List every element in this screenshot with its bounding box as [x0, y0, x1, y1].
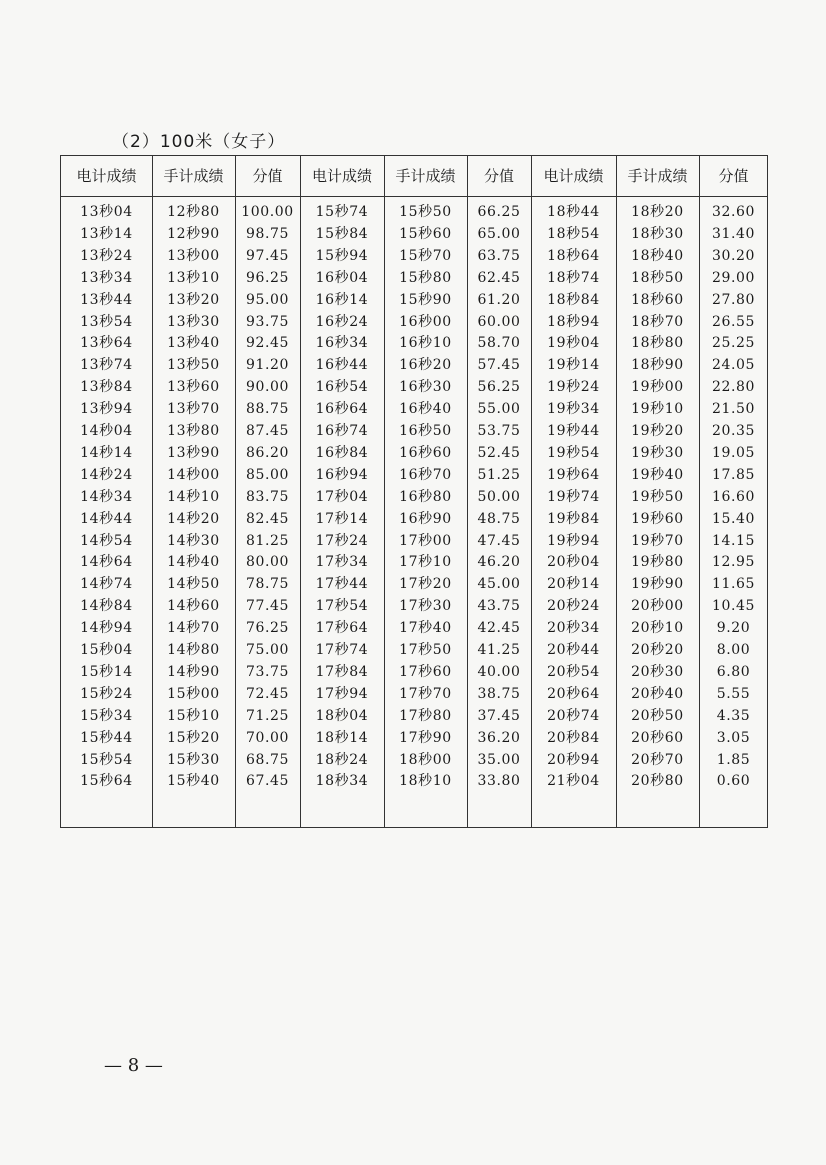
table-cell: 18秒24 — [315, 751, 369, 768]
table-cell: 13秒54 — [80, 313, 133, 330]
table-cell: 20秒60 — [631, 729, 684, 746]
table-cell: 65.00 — [477, 225, 521, 242]
table-cell: 13秒60 — [167, 379, 220, 396]
table-cell: 27.80 — [711, 291, 756, 308]
table-cell: 53.75 — [477, 423, 521, 439]
table-cell: 16秒34 — [315, 335, 369, 352]
table-cell: 17秒60 — [399, 663, 452, 680]
table-cell: 6.80 — [716, 663, 751, 680]
column-header: 电计成绩 — [76, 167, 137, 185]
table-cell: 13秒94 — [80, 401, 133, 418]
table-cell: 40.00 — [477, 663, 521, 680]
table-cell: 15秒54 — [80, 751, 133, 768]
table-cell: 76.25 — [245, 620, 290, 637]
table-cell: 20.35 — [711, 423, 756, 439]
table-cell: 35.00 — [477, 751, 521, 768]
table-cell: 56.25 — [477, 379, 521, 396]
table-cell: 13秒24 — [80, 247, 133, 264]
table-cell: 13秒00 — [167, 247, 220, 264]
table-cell: 37.45 — [477, 707, 521, 724]
table-cell: 16秒14 — [315, 291, 369, 308]
column-header: 手计成绩 — [163, 167, 224, 185]
table-cell: 77.45 — [245, 598, 290, 615]
table-cell: 36.20 — [477, 729, 521, 746]
table-cell: 87.45 — [245, 423, 290, 439]
column-header: 电计成绩 — [543, 167, 604, 185]
score-table — [60, 155, 768, 828]
table-cell: 19秒14 — [547, 357, 600, 374]
table-cell: 17秒90 — [399, 729, 452, 746]
table-cell: 14秒94 — [80, 620, 133, 637]
table-cell: 17秒10 — [399, 554, 452, 571]
table-cell: 50.00 — [477, 488, 521, 505]
table-cell: 24.05 — [711, 357, 756, 374]
table-cell: 4.35 — [716, 707, 751, 724]
table-cell: 15秒60 — [399, 225, 452, 242]
table-cell: 16秒94 — [315, 466, 369, 483]
table-cell: 20秒00 — [631, 598, 684, 615]
table-cell: 17.85 — [711, 466, 756, 483]
table-cell: 63.75 — [477, 247, 521, 264]
table-cell: 15秒14 — [80, 663, 133, 680]
table-cell: 12秒90 — [167, 225, 220, 242]
table-cell: 15.40 — [711, 510, 756, 527]
table-cell: 15秒94 — [315, 247, 369, 264]
table-cell: 16秒40 — [399, 401, 452, 418]
table-cell: 17秒84 — [315, 663, 369, 680]
table-cell: 18秒94 — [547, 313, 600, 330]
table-cell: 16秒24 — [315, 313, 369, 330]
table-cell: 14秒30 — [167, 532, 220, 549]
table-cell: 20秒80 — [631, 773, 684, 790]
table-cell: 85.00 — [245, 466, 290, 483]
table-cell: 13秒64 — [80, 335, 133, 352]
table-cell: 5.55 — [716, 685, 751, 702]
table-cell: 3.05 — [716, 729, 751, 746]
table-cell: 1.85 — [716, 751, 751, 768]
table-cell: 15秒90 — [399, 291, 452, 308]
table-cell: 20秒94 — [547, 751, 600, 768]
table-cell: 67.45 — [245, 773, 290, 790]
table-cell: 20秒44 — [547, 642, 600, 658]
table-cell: 15秒04 — [80, 642, 133, 658]
table-cell: 18秒40 — [631, 247, 684, 264]
table-cell: 15秒64 — [80, 773, 133, 790]
table-cell: 19秒00 — [631, 379, 684, 396]
table-cell: 14秒90 — [167, 663, 220, 680]
table-cell: 42.45 — [477, 620, 521, 637]
table-cell: 18秒84 — [547, 291, 600, 308]
table-cell: 16秒00 — [399, 313, 452, 330]
table-cell: 13秒70 — [167, 401, 220, 418]
table-cell: 19秒94 — [547, 532, 600, 549]
table-cell: 16秒64 — [315, 401, 369, 418]
table-cell: 17秒04 — [315, 488, 369, 505]
table-cell: 10.45 — [711, 598, 756, 615]
column-header: 分值 — [718, 167, 749, 185]
table-cell: 15秒00 — [167, 685, 220, 702]
table-cell: 17秒74 — [315, 642, 369, 658]
table-cell: 0.60 — [716, 773, 751, 790]
table-cell: 20秒70 — [631, 751, 684, 768]
table-cell: 20秒34 — [547, 620, 600, 637]
table-cell: 13秒90 — [167, 444, 220, 461]
table-cell: 13秒10 — [167, 269, 220, 286]
table-cell: 17秒34 — [315, 554, 369, 571]
table-cell: 41.25 — [477, 642, 521, 658]
table-cell: 70.00 — [245, 729, 290, 746]
table-cell: 19秒40 — [631, 466, 684, 483]
table-cell: 32.60 — [711, 204, 756, 220]
table-cell: 16秒50 — [399, 423, 452, 439]
table-cell: 58.70 — [477, 335, 521, 352]
table-cell: 15秒34 — [80, 707, 133, 724]
table-cell: 14秒80 — [167, 642, 220, 658]
table-cell: 15秒20 — [167, 729, 220, 746]
table-cell: 17秒64 — [315, 620, 369, 637]
table-cell: 14.15 — [711, 532, 756, 549]
table-cell: 51.25 — [477, 466, 521, 483]
table-cell: 38.75 — [477, 685, 521, 702]
table-cell: 15秒50 — [399, 204, 452, 220]
table-cell: 19秒54 — [547, 444, 600, 461]
table-cell: 15秒84 — [315, 225, 369, 242]
table-cell: 14秒84 — [80, 598, 133, 615]
table-cell: 33.80 — [477, 773, 521, 790]
table-cell: 19秒64 — [547, 466, 600, 483]
table-cell: 18秒20 — [631, 204, 684, 220]
table-cell: 83.75 — [245, 488, 290, 505]
table-cell: 96.25 — [245, 269, 290, 286]
table-cell: 15秒70 — [399, 247, 452, 264]
column-header: 电计成绩 — [311, 167, 372, 185]
table-cell: 19秒44 — [547, 423, 600, 439]
table-cell: 19秒04 — [547, 335, 600, 352]
table-cell: 16秒60 — [399, 444, 452, 461]
table-cell: 14秒04 — [80, 423, 133, 439]
table-cell: 86.20 — [245, 444, 290, 461]
table-cell: 20秒10 — [631, 620, 684, 637]
table-cell: 16秒70 — [399, 466, 452, 483]
table-cell: 18秒90 — [631, 357, 684, 374]
table-cell: 19秒34 — [547, 401, 600, 418]
table-cell: 20秒54 — [547, 663, 600, 680]
table-cell: 19秒70 — [631, 532, 684, 549]
table-cell: 90.00 — [245, 379, 290, 396]
table-cell: 15秒24 — [80, 685, 133, 702]
table-cell: 30.20 — [711, 247, 756, 264]
table-cell: 43.75 — [477, 598, 521, 615]
table-cell: 19秒10 — [631, 401, 684, 418]
table-cell: 13秒84 — [80, 379, 133, 396]
table-cell: 21秒04 — [547, 773, 600, 790]
table-cell: 16秒20 — [399, 357, 452, 374]
table-cell: 62.45 — [477, 269, 521, 286]
table-cell: 14秒14 — [80, 444, 133, 461]
table-cell: 19秒24 — [547, 379, 600, 396]
table-cell: 12秒80 — [167, 204, 220, 220]
table-cell: 13秒20 — [167, 291, 220, 308]
table-cell: 17秒50 — [399, 642, 452, 658]
table-cell: 73.75 — [245, 663, 290, 680]
table-cell: 14秒20 — [167, 510, 220, 527]
table-cell: 14秒10 — [167, 488, 220, 505]
table-cell: 17秒20 — [399, 576, 452, 593]
table-cell: 20秒50 — [631, 707, 684, 724]
table-cell: 18秒04 — [315, 707, 369, 724]
table-cell: 18秒30 — [631, 225, 684, 242]
table-cell: 19秒84 — [547, 510, 600, 527]
table-cell: 18秒00 — [399, 751, 452, 768]
table-cell: 18秒64 — [547, 247, 600, 264]
table-cell: 18秒50 — [631, 269, 684, 286]
table-cell: 80.00 — [245, 554, 290, 571]
table-cell: 14秒44 — [80, 510, 133, 527]
table-cell: 82.45 — [245, 510, 290, 527]
table-cell: 75.00 — [245, 642, 290, 658]
table-cell: 52.45 — [477, 444, 521, 461]
table-cell: 17秒54 — [315, 598, 369, 615]
table-cell: 91.20 — [245, 357, 290, 374]
column-header: 手计成绩 — [395, 167, 456, 185]
table-cell: 19秒74 — [547, 488, 600, 505]
table-cell: 18秒14 — [315, 729, 369, 746]
table-cell: 17秒44 — [315, 576, 369, 593]
table-cell: 14秒54 — [80, 532, 133, 549]
table-cell: 31.40 — [711, 225, 756, 242]
table-cell: 19秒90 — [631, 576, 684, 593]
table-cell: 20秒74 — [547, 707, 600, 724]
table-cell: 66.25 — [477, 204, 521, 220]
table-cell: 97.45 — [245, 247, 290, 264]
table-cell: 14秒60 — [167, 598, 220, 615]
table-cell: 16秒10 — [399, 335, 452, 352]
table-cell: 19秒20 — [631, 423, 684, 439]
table-cell: 8.00 — [716, 642, 751, 658]
table-cell: 61.20 — [477, 291, 521, 308]
table-cell: 18秒54 — [547, 225, 600, 242]
table-cell: 16.60 — [711, 488, 756, 505]
table-cell: 45.00 — [477, 576, 521, 593]
table-cell: 16秒74 — [315, 423, 369, 439]
table-cell: 14秒64 — [80, 554, 133, 571]
table-cell: 20秒04 — [547, 554, 600, 571]
table-cell: 11.65 — [711, 576, 756, 593]
table-cell: 18秒34 — [315, 773, 369, 790]
section-heading: （2）100米（女子） — [112, 132, 286, 152]
table-cell: 12.95 — [711, 554, 756, 571]
table-cell: 19秒60 — [631, 510, 684, 527]
table-cell: 21.50 — [711, 401, 756, 418]
table-cell: 18秒70 — [631, 313, 684, 330]
table-cell: 15秒80 — [399, 269, 452, 286]
table-cell: 93.75 — [245, 313, 290, 330]
table-cell: 55.00 — [477, 401, 521, 418]
table-cell: 13秒14 — [80, 225, 133, 242]
table-cell: 88.75 — [245, 401, 290, 418]
table-cell: 19秒80 — [631, 554, 684, 571]
table-cell: 17秒24 — [315, 532, 369, 549]
table-cell: 20秒24 — [547, 598, 600, 615]
table-cell: 92.45 — [245, 335, 290, 352]
table-cell: 14秒50 — [167, 576, 220, 593]
table-cell: 16秒04 — [315, 269, 369, 286]
table-cell: 15秒74 — [315, 204, 369, 220]
table-cell: 20秒40 — [631, 685, 684, 702]
table-cell: 78.75 — [245, 576, 290, 593]
table-cell: 18秒60 — [631, 291, 684, 308]
table-cell: 19秒30 — [631, 444, 684, 461]
table-cell: 22.80 — [711, 379, 756, 396]
table-cell: 16秒44 — [315, 357, 369, 374]
table-cell: 29.00 — [711, 269, 756, 286]
table-cell: 20秒20 — [631, 642, 684, 658]
table-cell: 13秒04 — [80, 204, 133, 220]
table-cell: 17秒40 — [399, 620, 452, 637]
table-cell: 71.25 — [245, 707, 290, 724]
table-cell: 13秒80 — [167, 423, 220, 439]
table-cell: 17秒80 — [399, 707, 452, 724]
table-cell: 95.00 — [245, 291, 290, 308]
table-cell: 20秒84 — [547, 729, 600, 746]
table-cell: 13秒40 — [167, 335, 220, 352]
table-cell: 20秒14 — [547, 576, 600, 593]
table-cell: 18秒10 — [399, 773, 452, 790]
table-cell: 48.75 — [477, 510, 521, 527]
table-cell: 17秒70 — [399, 685, 452, 702]
table-cell: 25.25 — [711, 335, 756, 352]
table-cell: 17秒30 — [399, 598, 452, 615]
table-cell: 18秒74 — [547, 269, 600, 286]
column-header: 分值 — [252, 167, 283, 185]
table-cell: 13秒74 — [80, 357, 133, 374]
table-cell: 72.45 — [245, 685, 290, 702]
table-cell: 17秒14 — [315, 510, 369, 527]
column-header: 分值 — [483, 167, 514, 185]
table-cell: 15秒10 — [167, 707, 220, 724]
table-cell: 15秒44 — [80, 729, 133, 746]
table-cell: 16秒30 — [399, 379, 452, 396]
table-cell: 16秒54 — [315, 379, 369, 396]
table-cell: 14秒40 — [167, 554, 220, 571]
table-cell: 20秒64 — [547, 685, 600, 702]
table-cell: 98.75 — [245, 225, 290, 242]
table-cell: 17秒00 — [399, 532, 452, 549]
table-cell: 14秒74 — [80, 576, 133, 593]
table-cell: 20秒30 — [631, 663, 684, 680]
table-cell: 19.05 — [711, 444, 756, 461]
table-cell: 16秒80 — [399, 488, 452, 505]
table-cell: 46.20 — [477, 554, 521, 571]
table-cell: 14秒24 — [80, 466, 133, 483]
table-cell: 14秒70 — [167, 620, 220, 637]
table-cell: 9.20 — [716, 620, 751, 637]
column-header: 手计成绩 — [627, 167, 688, 185]
table-cell: 16秒84 — [315, 444, 369, 461]
table-cell: 13秒50 — [167, 357, 220, 374]
table-cell: 18秒44 — [547, 204, 600, 220]
table-cell: 68.75 — [245, 751, 290, 768]
table-cell: 13秒34 — [80, 269, 133, 286]
table-cell: 13秒30 — [167, 313, 220, 330]
table-cell: 15秒30 — [167, 751, 220, 768]
page-number: — 8 — — [104, 1055, 163, 1076]
table-cell: 13秒44 — [80, 291, 133, 308]
table-cell: 60.00 — [477, 313, 521, 330]
table-cell: 57.45 — [477, 357, 521, 374]
table-cell: 18秒80 — [631, 335, 684, 352]
table-cell: 26.55 — [711, 313, 756, 330]
table-cell: 100.00 — [241, 204, 294, 220]
table-cell: 15秒40 — [167, 773, 220, 790]
table-cell: 14秒34 — [80, 488, 133, 505]
table-cell: 16秒90 — [399, 510, 452, 527]
table-cell: 19秒50 — [631, 488, 684, 505]
table-cell: 47.45 — [477, 532, 521, 549]
table-cell: 14秒00 — [167, 466, 220, 483]
table-cell: 17秒94 — [315, 685, 369, 702]
table-cell: 81.25 — [245, 532, 290, 549]
header-divider — [61, 196, 767, 197]
